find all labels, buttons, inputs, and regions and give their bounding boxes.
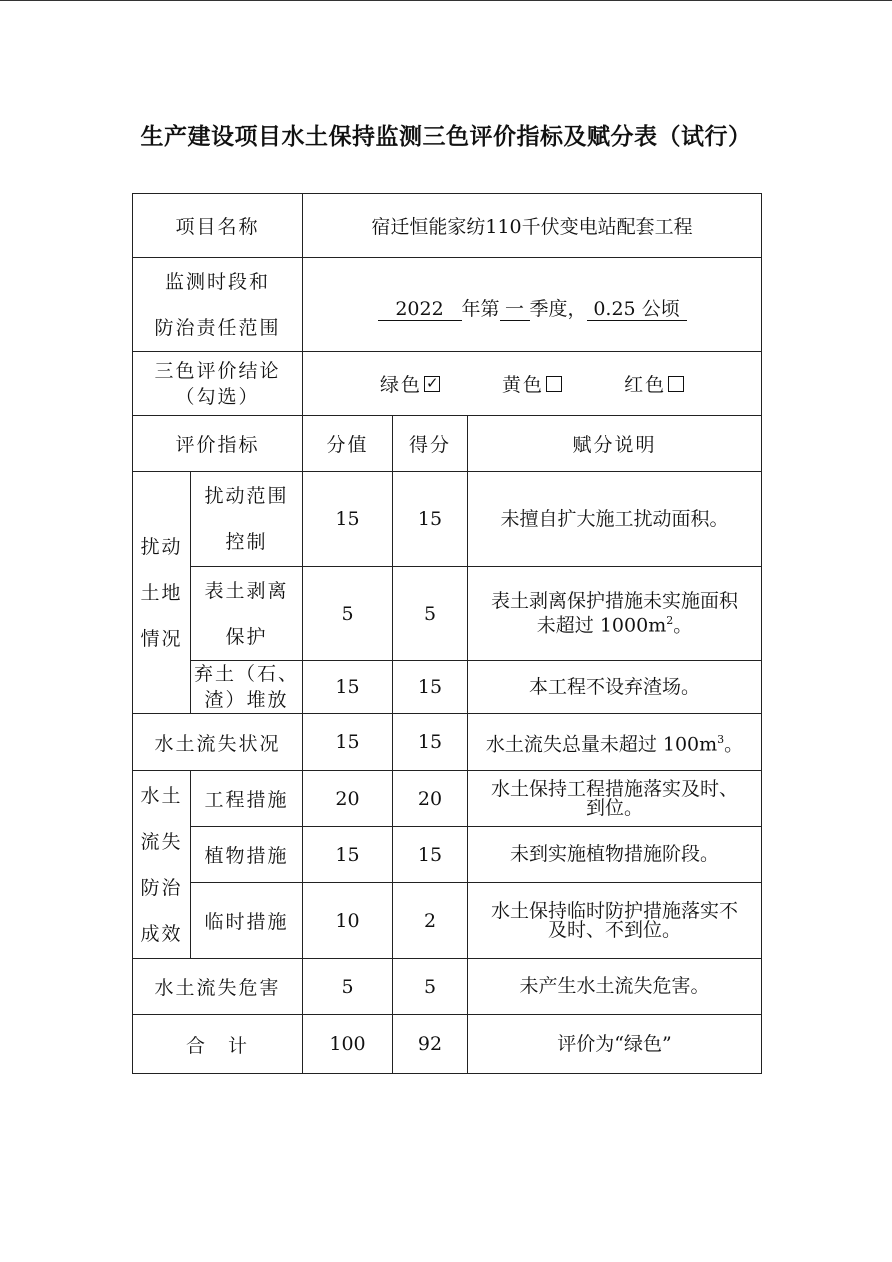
group-disturbance: 扰动 土地 情况	[133, 472, 191, 714]
quarter-field: 一	[500, 298, 530, 321]
period-row	[133, 258, 762, 352]
total-value: 100	[303, 1015, 393, 1074]
indicator-name: 工程措施	[191, 771, 303, 827]
check-mark-icon: ✓	[425, 374, 441, 392]
explanation: 未产生水土流失危害。	[468, 959, 762, 1015]
period-value: 2022 年第 一 季度， 0.25 公顷	[303, 258, 762, 352]
conclusion-options	[303, 352, 762, 416]
score: 20	[393, 771, 468, 827]
table-row	[133, 959, 762, 1015]
score: 15	[393, 714, 468, 771]
total-explanation: 评价为“绿色”	[468, 1015, 762, 1074]
indicator-name: 临时措施	[191, 883, 303, 959]
score: 15	[393, 661, 468, 714]
checkbox-red[interactable]	[668, 376, 684, 392]
header-indicator: 评价指标	[133, 416, 303, 472]
table-row	[133, 714, 762, 771]
score-value: 15	[303, 827, 393, 883]
table-row	[133, 661, 762, 714]
conclusion-row	[133, 352, 762, 416]
table-row	[133, 827, 762, 883]
total-score: 92	[393, 1015, 468, 1074]
score: 15	[393, 827, 468, 883]
option-yellow[interactable]: 黄色	[502, 370, 562, 397]
explanation: 水土保持临时防护措施落实不 及时、不到位。	[468, 883, 762, 959]
period-label: 监测时段和 防治责任范围	[133, 258, 303, 352]
group-prevention: 水土 流失 防治 成效	[133, 771, 191, 959]
score-value: 5	[303, 959, 393, 1015]
page-title: 生产建设项目水土保持监测三色评价指标及赋分表（试行）	[140, 124, 752, 150]
indicator-name: 水土流失危害	[133, 959, 303, 1015]
table-row	[133, 567, 762, 661]
score: 5	[393, 567, 468, 661]
project-label: 项目名称	[133, 194, 303, 258]
header-row	[133, 416, 762, 472]
score: 2	[393, 883, 468, 959]
header-score-value: 分值	[303, 416, 393, 472]
score-value: 20	[303, 771, 393, 827]
explanation: 未擅自扩大施工扰动面积。	[468, 472, 762, 567]
score-value: 15	[303, 661, 393, 714]
total-row	[133, 1015, 762, 1074]
project-name: 宿迁恒能家纺110千伏变电站配套工程	[303, 194, 762, 258]
score-value: 10	[303, 883, 393, 959]
score: 5	[393, 959, 468, 1015]
option-red[interactable]: 红色	[624, 370, 684, 397]
page-top-border	[0, 0, 892, 1]
checkbox-yellow[interactable]	[546, 376, 562, 392]
explanation: 水土保持工程措施落实及时、 到位。	[468, 771, 762, 827]
indicator-name: 弃土（石、 渣）堆放	[191, 661, 303, 714]
header-score: 得分	[393, 416, 468, 472]
option-green[interactable]: 绿色 ✓	[379, 374, 441, 396]
explanation: 水土流失总量未超过 $100m^3$。	[468, 714, 762, 771]
score-value: 15	[303, 714, 393, 771]
score-value: 15	[303, 472, 393, 567]
explanation: 表土剥离保护措施未实施面积 未超过 $1000m^2$。	[468, 567, 762, 661]
conclusion-label: 三色评价结论 （勾选）	[133, 352, 303, 416]
table-row	[133, 883, 762, 959]
indicator-name: 扰动范围 控制	[191, 472, 303, 567]
indicator-name: 植物措施	[191, 827, 303, 883]
checkbox-green[interactable]	[424, 376, 440, 392]
year-field: 2022	[378, 298, 462, 321]
area-field: 0.25 公顷	[587, 298, 687, 321]
score: 15	[393, 472, 468, 567]
evaluation-table	[132, 193, 762, 1074]
total-label: 合 计	[133, 1015, 303, 1074]
indicator-name: 水土流失状况	[133, 714, 303, 771]
project-row	[133, 194, 762, 258]
explanation: 未到实施植物措施阶段。	[468, 827, 762, 883]
table-row	[133, 472, 762, 567]
score-value: 5	[303, 567, 393, 661]
explanation: 本工程不设弃渣场。	[468, 661, 762, 714]
header-explanation: 赋分说明	[468, 416, 762, 472]
indicator-name: 表土剥离 保护	[191, 567, 303, 661]
table-row	[133, 771, 762, 827]
